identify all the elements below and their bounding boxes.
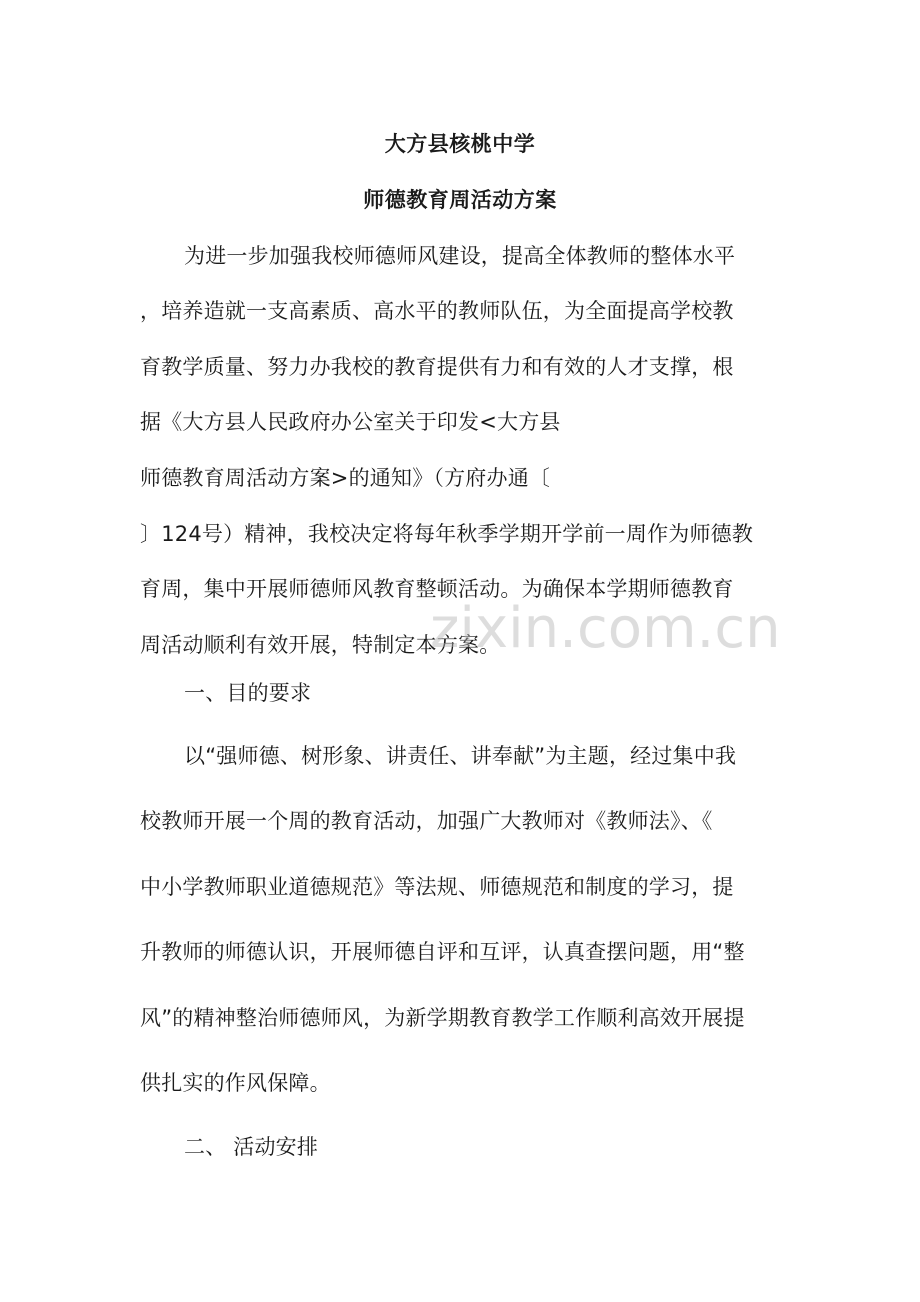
watermark-text: zixin.com.cn — [430, 596, 781, 661]
paragraph-line: 周活动顺利有效开展，特制定本方案。 — [140, 633, 501, 657]
document-title-plan: 师德教育周活动方案 — [363, 188, 557, 212]
paragraph-line: 据《大方县人民政府办公室关于印发<大方县 — [140, 410, 561, 434]
paragraph-line: 升教师的师德认识，开展师德自评和互评，认真查摆问题，用“整 — [140, 940, 745, 964]
paragraph-line: 中小学教师职业道德规范》等法规、师德规范和制度的学习，提 — [140, 875, 734, 899]
section-heading-activities: 二、 活动安排 — [184, 1135, 319, 1159]
paragraph-line: 风”的精神整治师德师风，为新学期教育教学工作顺利高效开展提 — [140, 1006, 745, 1030]
paragraph-line: 育周，集中开展师德师风教育整顿活动。为确保本学期师德教育 — [140, 577, 734, 601]
section-heading-goals: 一、目的要求 — [184, 681, 312, 705]
paragraph-line: ，培养造就一支高素质、高水平的教师队伍，为全面提高学校教 — [140, 299, 734, 323]
paragraph-line: 供扎实的作风保障。 — [140, 1071, 331, 1095]
paragraph-line: 以“强师德、树形象、讲责任、讲奉献”为主题，经过集中我 — [184, 744, 737, 768]
paragraph-line: 师德教育周活动方案>的通知》（方府办通〔 — [140, 466, 551, 490]
paragraph-line: 校教师开展一个周的教育活动，加强广大教师对《教师法》、《 — [140, 809, 713, 833]
paragraph-line: 育教学质量、努力办我校的教育提供有力和有效的人才支撑，根 — [140, 355, 734, 379]
document-title-school: 大方县核桃中学 — [384, 132, 536, 156]
paragraph-line: 〕124号）精神，我校决定将每年秋季学期开学前一周作为师德教 — [140, 522, 754, 546]
paragraph-line: 为进一步加强我校师德师风建设，提高全体教师的整体水平 — [184, 244, 736, 268]
